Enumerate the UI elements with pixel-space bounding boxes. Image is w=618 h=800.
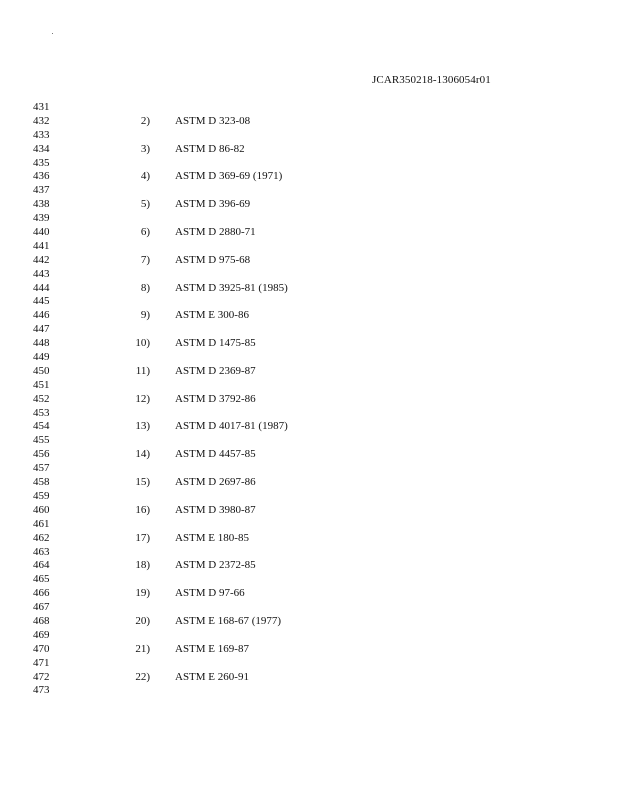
item-number: 5) — [140, 198, 150, 211]
line-446 — [0, 309, 618, 323]
item-number: 3) — [140, 142, 150, 155]
line-number: 459 — [33, 489, 50, 502]
item-number: 8) — [140, 281, 150, 294]
line-number: 453 — [33, 406, 50, 419]
line-number: 455 — [33, 434, 50, 447]
line-number: 452 — [33, 392, 50, 405]
line-number: 451 — [33, 378, 50, 391]
line-451 — [0, 379, 618, 393]
line-462 — [0, 532, 618, 546]
astm-reference: ASTM D 4457-85 — [175, 448, 256, 461]
line-447 — [0, 323, 618, 337]
scan-speck — [52, 33, 53, 34]
item-number: 14) — [135, 448, 150, 461]
astm-reference: ASTM D 3980-87 — [175, 503, 256, 516]
line-number: 434 — [33, 142, 50, 155]
line-number: 469 — [33, 628, 50, 641]
astm-reference: ASTM D 396-69 — [175, 198, 251, 211]
line-457 — [0, 462, 618, 476]
astm-reference: ASTM E 260-91 — [175, 670, 249, 683]
line-471 — [0, 657, 618, 671]
line-number: 463 — [33, 545, 50, 558]
line-number: 448 — [33, 337, 50, 350]
astm-reference: ASTM D 3925-81 (1985) — [175, 281, 288, 294]
line-453 — [0, 407, 618, 421]
line-number: 471 — [33, 656, 50, 669]
line-435 — [0, 157, 618, 171]
item-number: 13) — [135, 420, 150, 433]
line-469 — [0, 629, 618, 643]
line-number: 447 — [33, 323, 50, 336]
line-448 — [0, 337, 618, 351]
line-number: 435 — [33, 156, 50, 169]
line-470 — [0, 643, 618, 657]
astm-reference: ASTM E 169-87 — [175, 642, 249, 655]
line-number: 441 — [33, 239, 50, 252]
item-number: 2) — [140, 114, 150, 127]
line-number: 433 — [33, 128, 50, 141]
line-461 — [0, 518, 618, 532]
item-number: 6) — [140, 226, 150, 239]
document-id: JCAR350218-1306054r01 — [372, 74, 491, 86]
line-number: 442 — [33, 253, 50, 266]
astm-reference: ASTM D 2880-71 — [175, 226, 256, 239]
item-number: 22) — [135, 670, 150, 683]
astm-reference: ASTM E 168-67 (1977) — [175, 614, 282, 627]
line-432 — [0, 115, 618, 129]
line-472 — [0, 671, 618, 685]
line-465 — [0, 573, 618, 587]
astm-reference: ASTM D 2369-87 — [175, 364, 256, 377]
line-number: 461 — [33, 517, 50, 530]
line-number: 436 — [33, 170, 50, 183]
item-number: 10) — [135, 337, 150, 350]
line-444 — [0, 282, 618, 296]
line-number: 472 — [33, 670, 50, 683]
astm-reference: ASTM D 975-68 — [175, 253, 251, 266]
line-number: 467 — [33, 601, 50, 614]
line-441 — [0, 240, 618, 254]
line-number: 462 — [33, 531, 50, 544]
line-459 — [0, 490, 618, 504]
astm-reference: ASTM E 180-85 — [175, 531, 249, 544]
line-number: 437 — [33, 184, 50, 197]
item-number: 15) — [135, 476, 150, 489]
line-440 — [0, 226, 618, 240]
line-number: 444 — [33, 281, 50, 294]
line-number: 457 — [33, 462, 50, 475]
line-452 — [0, 393, 618, 407]
line-number: 454 — [33, 420, 50, 433]
line-number: 456 — [33, 448, 50, 461]
line-433 — [0, 129, 618, 143]
line-number: 468 — [33, 614, 50, 627]
line-number: 449 — [33, 351, 50, 364]
line-437 — [0, 184, 618, 198]
line-number: 450 — [33, 364, 50, 377]
item-number: 9) — [140, 309, 150, 322]
item-number: 18) — [135, 559, 150, 572]
astm-reference: ASTM D 3792-86 — [175, 392, 256, 405]
line-number: 438 — [33, 198, 50, 211]
line-464 — [0, 559, 618, 573]
line-454 — [0, 420, 618, 434]
line-number: 470 — [33, 642, 50, 655]
astm-reference: ASTM D 4017-81 (1987) — [175, 420, 288, 433]
line-460 — [0, 504, 618, 518]
item-number: 20) — [135, 614, 150, 627]
line-434 — [0, 143, 618, 157]
line-438 — [0, 198, 618, 212]
astm-reference: ASTM E 300-86 — [175, 309, 249, 322]
line-number: 473 — [33, 684, 50, 697]
line-468 — [0, 615, 618, 629]
item-number: 7) — [140, 253, 150, 266]
line-445 — [0, 295, 618, 309]
line-473 — [0, 684, 618, 698]
line-number: 431 — [33, 101, 50, 113]
line-number: 464 — [33, 559, 50, 572]
line-450 — [0, 365, 618, 379]
line-number: 465 — [33, 573, 50, 586]
line-number: 432 — [33, 114, 50, 127]
line-463 — [0, 546, 618, 560]
line-number: 466 — [33, 587, 50, 600]
line-number: 440 — [33, 226, 50, 239]
line-466 — [0, 587, 618, 601]
item-number: 19) — [135, 587, 150, 600]
line-number: 446 — [33, 309, 50, 322]
item-number: 21) — [135, 642, 150, 655]
line-number: 460 — [33, 503, 50, 516]
line-455 — [0, 434, 618, 448]
line-number: 458 — [33, 476, 50, 489]
astm-reference: ASTM D 369-69 (1971) — [175, 170, 283, 183]
line-456 — [0, 448, 618, 462]
item-number: 12) — [135, 392, 150, 405]
line-number: 445 — [33, 295, 50, 308]
item-number: 16) — [135, 503, 150, 516]
item-number: 17) — [135, 531, 150, 544]
line-467 — [0, 601, 618, 615]
item-number: 11) — [135, 364, 150, 377]
reference-list — [0, 101, 618, 698]
line-449 — [0, 351, 618, 365]
line-458 — [0, 476, 618, 490]
line-443 — [0, 268, 618, 282]
line-439 — [0, 212, 618, 226]
line-number: 439 — [33, 212, 50, 225]
astm-reference: ASTM D 86-82 — [175, 142, 245, 155]
line-number: 443 — [33, 267, 50, 280]
astm-reference: ASTM D 2372-85 — [175, 559, 256, 572]
astm-reference: ASTM D 1475-85 — [175, 337, 256, 350]
line-436 — [0, 170, 618, 184]
astm-reference: ASTM D 2697-86 — [175, 476, 256, 489]
item-number: 4) — [140, 170, 150, 183]
line-442 — [0, 254, 618, 268]
astm-reference: ASTM D 323-08 — [175, 114, 251, 127]
astm-reference: ASTM D 97-66 — [175, 587, 245, 600]
line-431 — [0, 101, 618, 115]
